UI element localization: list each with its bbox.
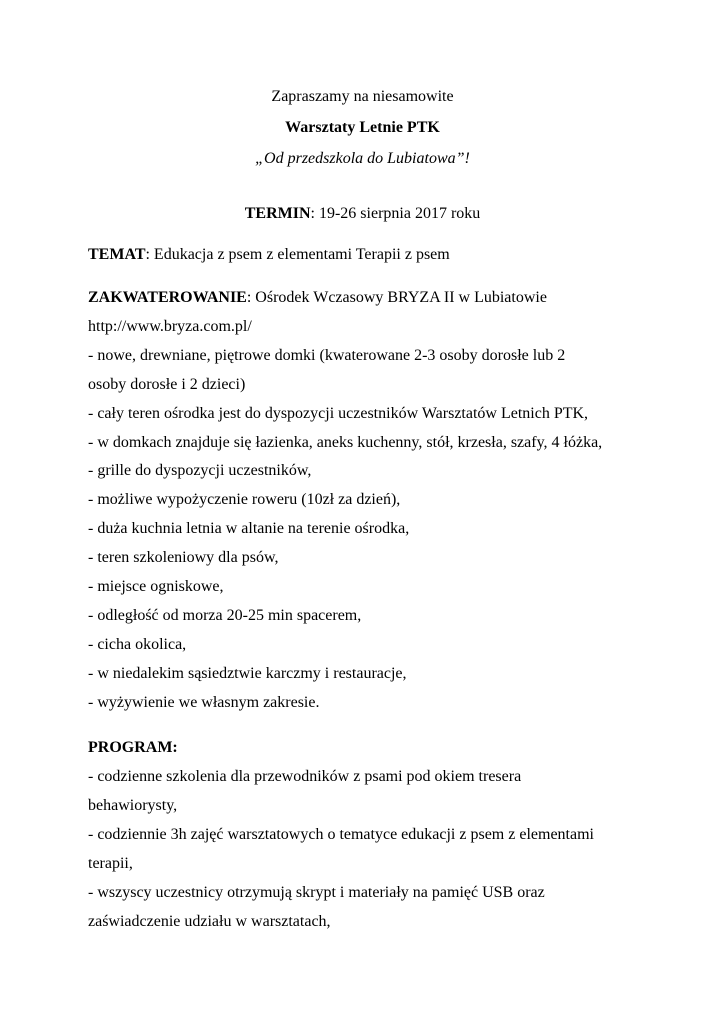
list-item: - w domkach znajduje się łazienka, aneks kuchenny, stół, krzesła, szafy, 4 łóżka, <box>88 434 603 451</box>
list-item: - duża kuchnia letnia w altanie na terenie ośrodka, <box>88 520 410 537</box>
intro-line: Zapraszamy na niesamowite <box>271 88 454 105</box>
zakwaterowanie-label: ZAKWATEROWANIE <box>88 289 247 306</box>
accommodation-url: http://www.bryza.com.pl/ <box>88 318 252 335</box>
zakwaterowanie-line <box>88 289 547 307</box>
list-item: terapii, <box>88 855 133 872</box>
list-item: - teren szkoleniowy dla psów, <box>88 549 279 566</box>
termin-line <box>0 205 725 223</box>
program-heading: PROGRAM: <box>88 739 178 756</box>
list-item: osoby dorosłe i 2 dzieci) <box>88 376 246 393</box>
list-item: - cały teren ośrodka jest do dyspozycji uczestników Warsztatów Letnich PTK, <box>88 405 589 422</box>
list-item: - nowe, drewniane, piętrowe domki (kwaterowane 2-3 osoby dorosłe lub 2 <box>88 347 566 364</box>
list-item: - wszyscy uczestnicy otrzymują skrypt i materiały na pamięć USB oraz <box>88 884 545 901</box>
list-item: - możliwe wypożyczenie roweru (10zł za dzień), <box>88 491 401 508</box>
list-item: - codzienne szkolenia dla przewodników z psami pod okiem tresera <box>88 768 522 785</box>
temat-value: : Edukacja z psem z elementami Terapii z psem <box>145 246 450 263</box>
list-item: - wyżywienie we własnym zakresie. <box>88 694 320 711</box>
temat-label: TEMAT <box>88 246 146 263</box>
list-item: - miejsce ogniskowe, <box>88 578 224 595</box>
list-item: - odległość od morza 20-25 min spacerem, <box>88 607 362 624</box>
zakwaterowanie-value: : Ośrodek Wczasowy BRYZA II w Lubiatowie <box>246 289 547 306</box>
termin-label: TERMIN <box>244 205 311 222</box>
list-item: behawiorysty, <box>88 797 178 814</box>
list-item: - grille do dyspozycji uczestników, <box>88 462 312 479</box>
termin-value: : 19-26 sierpnia 2017 roku <box>310 205 481 222</box>
list-item: zaświadczenie udziału w warsztatach, <box>88 913 331 930</box>
list-item: - cicha okolica, <box>88 636 187 653</box>
list-item: - w niedalekim sąsiedztwie karczmy i restauracje, <box>88 665 407 682</box>
list-item: - codziennie 3h zajęć warsztatowych o tematyce edukacji z psem z elementami <box>88 826 594 843</box>
workshop-title: Warsztaty Letnie PTK <box>285 119 440 136</box>
workshop-subtitle: „Od przedszkola do Lubiatowa”! <box>255 150 470 167</box>
temat-line <box>88 246 450 264</box>
